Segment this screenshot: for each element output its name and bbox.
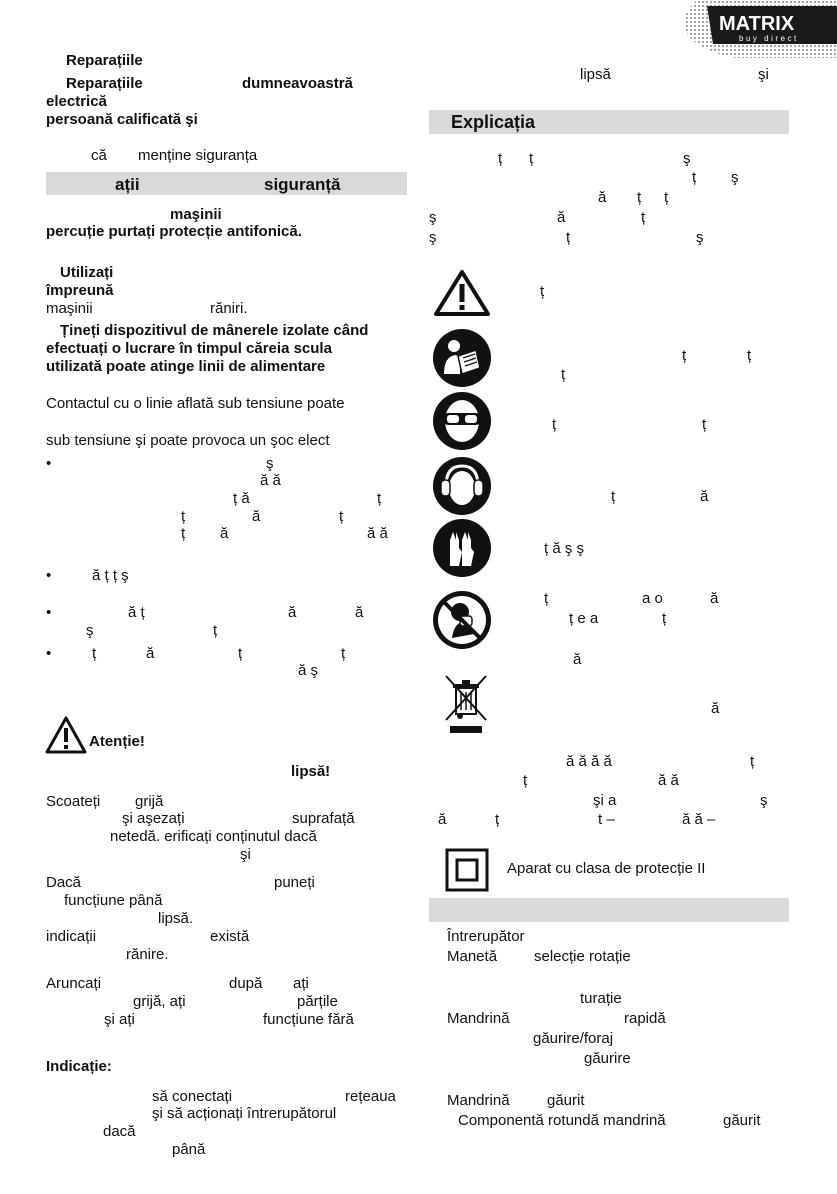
bullet: • <box>46 645 52 662</box>
left-line: sub tensiune şi poate provoca un şoc elect <box>46 432 330 449</box>
right-fragment: ț <box>540 283 545 300</box>
left-line: lipsă! <box>291 763 331 780</box>
left-line: şi ați <box>104 1011 135 1028</box>
right-fragment: ş <box>696 229 704 246</box>
left-line: netedă. erificați conținutul dacă <box>110 828 317 845</box>
left-line: puneți <box>274 874 315 891</box>
fragment: ă <box>220 525 229 542</box>
component-label: selecție rotație <box>534 948 631 965</box>
right-fragment: ț <box>495 811 500 828</box>
left-line: şi aşezați <box>122 810 185 827</box>
left-line: electrică <box>46 93 107 110</box>
left-line: să conectați <box>152 1088 233 1105</box>
right-fragment: a o <box>642 590 663 607</box>
section-title: siguranță <box>264 175 341 194</box>
fragment: ă <box>146 645 155 662</box>
component-label: Componentă rotundă mandrină <box>458 1112 666 1129</box>
component-label: Mandrină <box>447 1010 510 1027</box>
component-label: Întrerupător <box>447 928 525 945</box>
component-label: rapidă <box>624 1010 666 1027</box>
left-line: suprafață <box>292 810 355 827</box>
right-fragment: ş <box>760 792 768 809</box>
component-label: Mandrină <box>447 1092 510 1109</box>
right-line: lipsă <box>580 66 611 83</box>
explanation-heading: Explicația <box>451 112 536 132</box>
right-fragment: ț <box>641 209 646 226</box>
right-fragment: ă <box>700 488 709 505</box>
right-fragment: ă <box>573 651 582 668</box>
fragment: ă <box>288 604 297 621</box>
fragment: ț <box>238 645 243 662</box>
left-line: grijă <box>135 793 164 810</box>
right-fragment: ț <box>682 347 687 364</box>
left-line: lipsă. <box>158 910 194 927</box>
right-fragment: ț <box>566 229 571 246</box>
right-fragment: ă <box>711 700 720 717</box>
section-title: ații <box>115 175 140 194</box>
matrix-logo <box>677 0 837 58</box>
right-fragment: ț <box>529 150 534 167</box>
right-fragment: ț <box>552 416 557 433</box>
right-fragment: ă ă – <box>682 811 716 828</box>
bullet: • <box>46 455 52 472</box>
ear-protection-icon <box>432 456 492 516</box>
right-line: şi <box>758 66 769 83</box>
right-fragment: ă ă ă ă <box>566 753 612 770</box>
left-line: Utilizați <box>60 264 114 281</box>
left-line: Țineți dispozitivul de mânerele izolate când <box>60 322 369 339</box>
left-line: Dacă <box>46 874 82 891</box>
left-line: după <box>229 975 263 992</box>
warning-triangle-icon <box>45 716 87 754</box>
left-line: împreună <box>46 282 114 299</box>
right-fragment: ț ă ş ş <box>544 540 585 557</box>
component-label: turație <box>580 990 622 1007</box>
fragment: ț <box>181 525 186 542</box>
right-fragment: şi a <box>593 792 617 809</box>
component-label: Manetă <box>447 948 498 965</box>
left-line: că <box>91 147 107 164</box>
left-line: există <box>210 928 250 945</box>
fragment: ț ă <box>233 490 250 507</box>
component-label: găurit <box>547 1092 585 1109</box>
left-line: şi să acționați întrerupătorul <box>152 1105 337 1122</box>
right-fragment: ț <box>611 488 616 505</box>
fragment: ț <box>213 622 218 639</box>
fragment: ş <box>86 622 94 639</box>
logo-tagline: buy direct <box>739 34 799 43</box>
right-fragment: ț <box>498 150 503 167</box>
left-line: grijă, ați <box>133 993 186 1010</box>
fragment: ş <box>266 455 274 472</box>
left-line: rețeaua <box>345 1088 396 1105</box>
left-line: până <box>172 1141 206 1158</box>
left-line: Scoateți <box>46 793 101 810</box>
left-line: funcțiune până <box>64 892 163 909</box>
left-line: maşinii <box>170 206 222 223</box>
left-line: Contactul cu o linie aflată sub tensiune poate <box>46 395 345 412</box>
safety-goggles-icon <box>432 391 492 451</box>
fragment: ă ă <box>367 525 388 542</box>
left-line: ați <box>293 975 309 992</box>
attention-heading: Atenție! <box>89 733 145 750</box>
fragment: ț <box>377 490 382 507</box>
left-line: Aruncați <box>46 975 102 992</box>
fragment: ă ă <box>260 472 281 489</box>
right-fragment: ă ă <box>658 772 679 789</box>
right-fragment: ş <box>429 209 437 226</box>
right-fragment: ț e a <box>569 610 599 627</box>
class-ii-label: Aparat cu clasa de protecție II <box>507 860 706 877</box>
left-line: rănire. <box>126 946 169 963</box>
right-fragment: ş <box>429 229 437 246</box>
left-line: părțile <box>297 993 338 1010</box>
class-ii-insulation-icon <box>445 848 489 892</box>
left-line: percuție purtați protecție antifonică. <box>46 223 302 240</box>
bullet: • <box>46 604 52 621</box>
left-line: indicații <box>46 928 97 945</box>
component-label: găurire <box>584 1050 631 1067</box>
component-label: găurire/foraj <box>533 1030 614 1047</box>
logo-name: MATRIX <box>719 13 795 35</box>
fragment: ă ț ț ş <box>92 567 129 584</box>
right-fragment: ț <box>750 753 755 770</box>
left-line: persoană calificată şi <box>46 111 198 128</box>
component-label: găurit <box>723 1112 761 1129</box>
right-fragment: ț <box>544 590 549 607</box>
warning-triangle-icon <box>433 269 491 317</box>
left-line: şi <box>240 846 251 863</box>
section-bar-components <box>429 898 789 922</box>
right-fragment: ă <box>598 189 607 206</box>
right-fragment: ă <box>438 811 447 828</box>
right-fragment: ț <box>747 347 752 364</box>
left-line: dacă <box>103 1123 136 1140</box>
right-fragment: ț <box>692 169 697 186</box>
left-line: Reparațiile <box>66 75 143 92</box>
right-fragment: ă <box>710 590 719 607</box>
right-fragment: ț <box>662 610 667 627</box>
left-line: utilizată poate atinge linii de alimentare <box>46 358 326 375</box>
protective-gloves-icon <box>432 518 492 578</box>
fragment: ț <box>341 645 346 662</box>
right-fragment: ş <box>683 150 691 167</box>
right-fragment: ț <box>523 772 528 789</box>
right-fragment: ş <box>731 169 739 186</box>
left-line: dumneavoastră <box>242 75 353 92</box>
left-line: maşinii <box>46 300 93 317</box>
fragment: ă <box>252 508 261 525</box>
section-bar-safety <box>46 172 407 195</box>
read-manual-icon <box>432 328 492 388</box>
fragment: ă ț <box>128 604 145 621</box>
right-fragment: ț <box>664 189 669 206</box>
right-fragment: ț <box>561 366 566 383</box>
right-fragment: t – <box>598 811 615 828</box>
left-line: menține siguranța <box>138 147 258 164</box>
fragment: ț <box>92 645 97 662</box>
dust-mask-icon <box>432 590 492 650</box>
left-line: răniri. <box>210 300 248 317</box>
fragment: ă <box>355 604 364 621</box>
left-line: efectuați o lucrare în timpul căreia scula <box>46 340 332 357</box>
bullet: • <box>46 567 52 584</box>
right-fragment: ț <box>637 189 642 206</box>
fragment: ă ş <box>298 662 319 679</box>
indication-heading: Indicație: <box>46 1058 112 1075</box>
right-fragment: ț <box>702 416 707 433</box>
left-line: funcțiune fără <box>263 1011 354 1028</box>
crossed-bin-icon <box>444 672 488 736</box>
fragment: ț <box>181 508 186 525</box>
right-fragment: ă <box>557 209 566 226</box>
left-line: Reparațiile <box>66 52 143 69</box>
fragment: ț <box>339 508 344 525</box>
